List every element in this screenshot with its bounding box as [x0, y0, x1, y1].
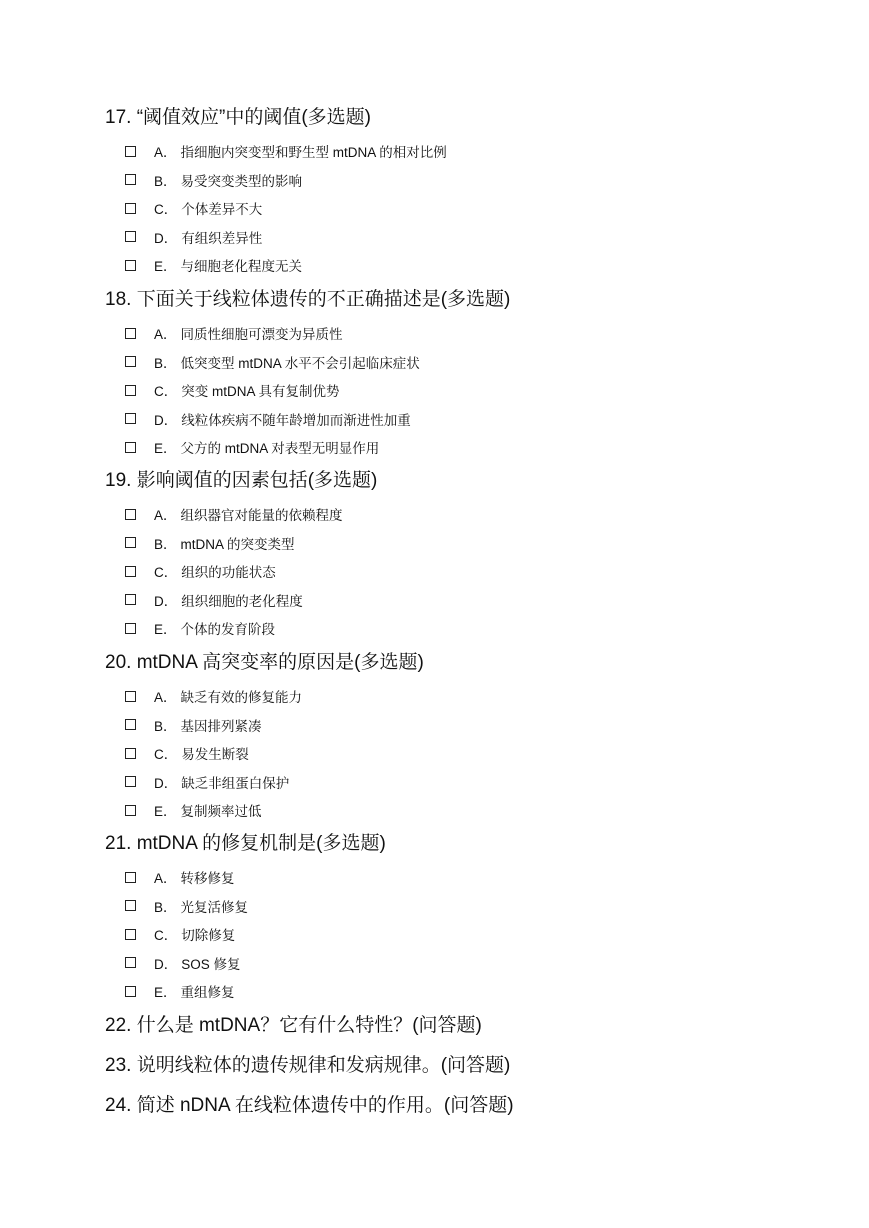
option-e[interactable]: E． 与细胞老化程度无关 — [105, 251, 805, 280]
question-title: 22. 什么是 mtDNA？它有什么特性？(问答题) — [105, 1015, 482, 1036]
option-d[interactable]: D． 缺乏非组蛋白保护 — [105, 768, 805, 797]
option-c[interactable]: C． 个体差异不大 — [105, 194, 805, 223]
checkbox-icon[interactable] — [125, 623, 136, 634]
question-title: 19. 影响阈值的因素包括(多选题) — [105, 470, 378, 491]
option-a[interactable]: A． 指细胞内突变型和野生型 mtDNA 的相对比例 — [105, 137, 805, 166]
question-title: 24. 简述 nDNA 在线粒体遗传中的作用。(问答题) — [105, 1095, 514, 1116]
question-23 — [105, 1054, 805, 1078]
checkbox-icon[interactable] — [125, 776, 136, 787]
checkbox-icon[interactable] — [125, 442, 136, 453]
option-list — [105, 500, 805, 643]
option-list — [105, 137, 805, 280]
checkbox-icon[interactable] — [125, 719, 136, 730]
question-title: 18. 下面关于线粒体遗传的不正确描述是(多选题) — [105, 289, 511, 310]
option-b[interactable]: B． 光复活修复 — [105, 892, 805, 921]
option-a[interactable]: A． 缺乏有效的修复能力 — [105, 682, 805, 711]
checkbox-icon[interactable] — [125, 986, 136, 997]
option-c[interactable]: C． 组织的功能状态 — [105, 557, 805, 586]
question-22 — [105, 1014, 805, 1038]
checkbox-icon[interactable] — [125, 900, 136, 911]
checkbox-icon[interactable] — [125, 872, 136, 883]
option-list — [105, 863, 805, 1006]
option-a[interactable]: A． 同质性细胞可漂变为异质性 — [105, 319, 805, 348]
checkbox-icon[interactable] — [125, 328, 136, 339]
option-list — [105, 682, 805, 825]
option-c[interactable]: C． 切除修复 — [105, 920, 805, 949]
option-c[interactable]: C． 易发生断裂 — [105, 739, 805, 768]
option-d[interactable]: D． 线粒体疾病不随年龄增加而渐进性加重 — [105, 405, 805, 434]
option-d[interactable]: D． 组织细胞的老化程度 — [105, 586, 805, 615]
checkbox-icon[interactable] — [125, 748, 136, 759]
option-e[interactable]: E． 重组修复 — [105, 977, 805, 1006]
checkbox-icon[interactable] — [125, 537, 136, 548]
option-e[interactable]: E． 个体的发育阶段 — [105, 614, 805, 643]
option-a[interactable]: A． 转移修复 — [105, 863, 805, 892]
question-20 — [105, 651, 805, 825]
checkbox-icon[interactable] — [125, 957, 136, 968]
checkbox-icon[interactable] — [125, 691, 136, 702]
option-d[interactable]: D． 有组织差异性 — [105, 223, 805, 252]
option-c[interactable]: C． 突变 mtDNA 具有复制优势 — [105, 376, 805, 405]
question-title: 20. mtDNA 高突变率的原因是(多选题) — [105, 652, 424, 673]
option-b[interactable]: B． 低突变型 mtDNA 水平不会引起临床症状 — [105, 348, 805, 377]
checkbox-icon[interactable] — [125, 566, 136, 577]
checkbox-icon[interactable] — [125, 509, 136, 520]
question-18 — [105, 288, 805, 462]
checkbox-icon[interactable] — [125, 231, 136, 242]
option-d[interactable]: D． SOS 修复 — [105, 949, 805, 978]
option-b[interactable]: B． mtDNA 的突变类型 — [105, 529, 805, 558]
question-title: 17. “阈值效应”中的阈值(多选题) — [105, 107, 372, 128]
checkbox-icon[interactable] — [125, 929, 136, 940]
checkbox-icon[interactable] — [125, 805, 136, 816]
option-a[interactable]: A． 组织器官对能量的依赖程度 — [105, 500, 805, 529]
checkbox-icon[interactable] — [125, 356, 136, 367]
checkbox-icon[interactable] — [125, 146, 136, 157]
question-title: 23. 说明线粒体的遗传规律和发病规律。(问答题) — [105, 1055, 511, 1076]
option-e[interactable]: E． 复制频率过低 — [105, 796, 805, 825]
checkbox-icon[interactable] — [125, 594, 136, 605]
question-21 — [105, 832, 805, 1006]
option-b[interactable]: B． 基因排列紧凑 — [105, 711, 805, 740]
checkbox-icon[interactable] — [125, 413, 136, 424]
question-19 — [105, 469, 805, 643]
checkbox-icon[interactable] — [125, 385, 136, 396]
checkbox-icon[interactable] — [125, 174, 136, 185]
option-b[interactable]: B． 易受突变类型的影响 — [105, 166, 805, 195]
question-17 — [105, 106, 805, 280]
option-list — [105, 319, 805, 462]
question-title: 21. mtDNA 的修复机制是(多选题) — [105, 833, 386, 854]
option-e[interactable]: E． 父方的 mtDNA 对表型无明显作用 — [105, 433, 805, 462]
question-24 — [105, 1094, 805, 1118]
checkbox-icon[interactable] — [125, 260, 136, 271]
checkbox-icon[interactable] — [125, 203, 136, 214]
